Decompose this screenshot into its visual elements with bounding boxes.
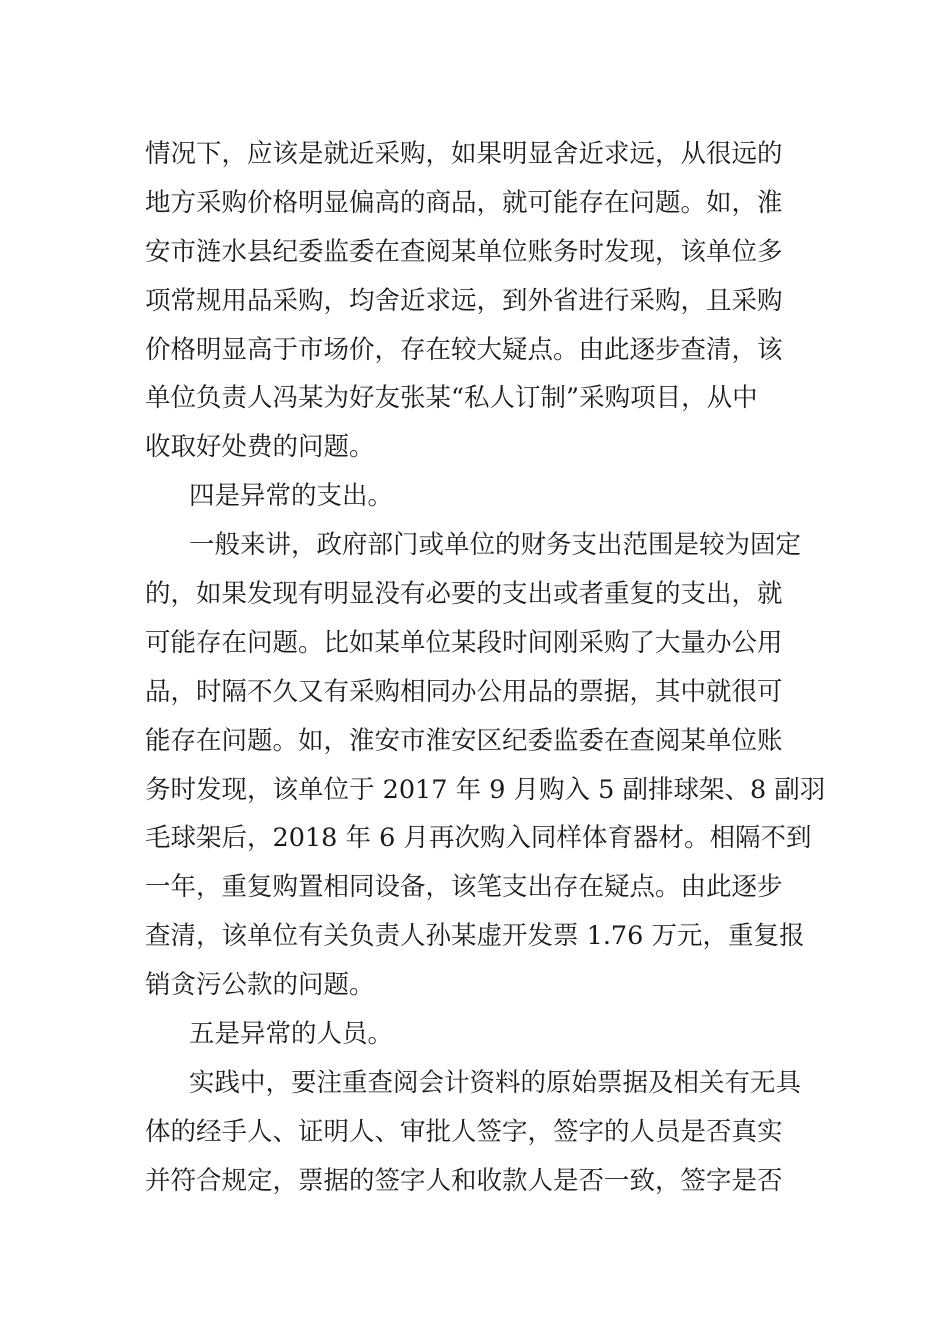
text-line: 销贪污公款的问题。 — [145, 970, 375, 1001]
text-line: 地方采购价格明显偏高的商品，就可能存在问题。如，淮 — [145, 187, 783, 218]
paragraph-start: 一般来讲，政府部门或单位的财务支出范围是较为固定 — [189, 530, 802, 561]
text-line: 单位负责人冯某为好友张某“私人订制”采购项目，从中 — [145, 383, 758, 414]
text-line: 品，时隔不久又有采购相同办公用品的票据，其中就很可 — [145, 676, 783, 707]
text-line: 情况下，应该是就近采购，如果明显舍近求远，从很远的 — [145, 139, 783, 169]
document-body — [145, 130, 826, 1206]
text-line: 安市涟水县纪委监委在查阅某单位账务时发现，该单位多 — [145, 236, 783, 267]
text-line: 的，如果发现有明显没有必要的支出或者重复的支出，就 — [145, 579, 783, 610]
text-line: 一年，重复购置相同设备，该笔支出存在疑点。由此逐步 — [145, 872, 783, 903]
text-line: 体的经手人、证明人、审批人签字，签字的人员是否真实 — [145, 1116, 783, 1147]
text-line: 务时发现，该单位于 2017 年 9 月购入 5 副排球架、8 副羽 — [145, 774, 826, 805]
text-line: 项常规用品采购，均舍近求远，到外省进行采购，且采购 — [145, 285, 783, 316]
text-line: 毛球架后，2018 年 6 月再次购入同样体育器材。相隔不到 — [145, 823, 812, 854]
paragraph-start: 实践中，要注重查阅会计资料的原始票据及相关有无具 — [189, 1067, 802, 1098]
text-line: 能存在问题。如，淮安市淮安区纪委监委在查阅某单位账 — [145, 725, 783, 756]
text-line: 查清，该单位有关负责人孙某虚开发票 1.76 万元，重复报 — [145, 921, 805, 952]
section-heading: 五是异常的人员。 — [189, 1019, 394, 1050]
text-line: 收取好处费的问题。 — [145, 432, 375, 463]
text-line: 价格明显高于市场价，存在较大疑点。由此逐步查清，该 — [145, 334, 783, 365]
section-heading: 四是异常的支出。 — [189, 481, 394, 512]
text-line: 并符合规定，票据的签字人和收款人是否一致，签字是否 — [145, 1165, 783, 1196]
text-line: 可能存在问题。比如某单位某段时间刚采购了大量办公用 — [145, 627, 783, 658]
